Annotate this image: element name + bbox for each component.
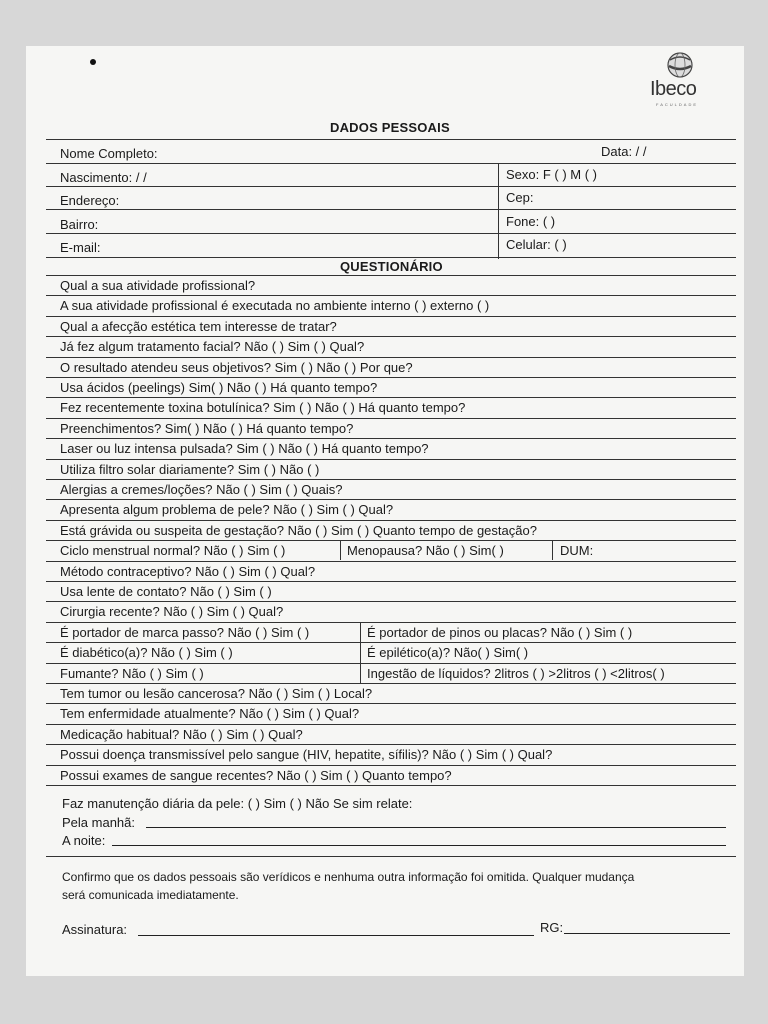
row-line	[46, 785, 736, 786]
questionario-title: QUESTIONÁRIO	[340, 259, 443, 274]
column-divider	[552, 540, 553, 560]
question-right[interactable]: Ingestão de líquidos? 2litros ( ) >2litros ( ) <2litros( )	[367, 665, 665, 681]
row-line	[46, 257, 736, 258]
row-line	[46, 520, 736, 521]
question-row[interactable]: Tem tumor ou lesão cancerosa? Não ( ) Sim ( ) Local?	[60, 686, 373, 701]
question-row[interactable]: Laser ou luz intensa pulsada? Sim ( ) Não ( ) Há quanto tempo?	[60, 441, 429, 457]
pela-manha-line[interactable]	[146, 827, 726, 828]
row-line	[46, 561, 736, 562]
row-line	[46, 438, 736, 439]
row-line	[46, 683, 736, 684]
row-line	[46, 233, 736, 234]
dados-pessoais-title: DADOS PESSOAIS	[330, 120, 450, 135]
a-noite-label: A noite:	[62, 833, 106, 848]
bairro-field[interactable]: Bairro:	[60, 217, 99, 232]
row-line	[46, 209, 736, 210]
question-right[interactable]: É epilético(a)? Não( ) Sim( )	[367, 645, 529, 661]
manutencao-question[interactable]: Faz manutenção diária da pele: ( ) Sim ( ) Não Se sim relate:	[62, 796, 413, 811]
rg-line[interactable]	[564, 933, 730, 934]
row-line	[46, 397, 736, 398]
sexo-field[interactable]: Sexo: F ( ) M ( )	[506, 167, 597, 182]
cep-field[interactable]: Cep:	[506, 190, 534, 205]
data-field[interactable]: Data: / /	[601, 144, 647, 159]
question-row[interactable]: Já fez algum tratamento facial? Não ( ) Sim ( ) Qual?	[60, 339, 365, 355]
question-right[interactable]: É portador de pinos ou placas? Não ( ) Sim ( )	[367, 624, 633, 640]
row-line	[46, 316, 736, 317]
celular-field[interactable]: Celular: ( )	[506, 237, 567, 252]
row-line	[46, 703, 736, 704]
question-row[interactable]: Tem enfermidade atualmente? Não ( ) Sim ( ) Qual?	[60, 706, 360, 722]
ink-dot	[90, 59, 96, 65]
row-line	[46, 336, 736, 337]
pela-manha-label: Pela manhã:	[62, 815, 135, 830]
question-row[interactable]: Medicação habitual? Não ( ) Sim ( ) Qual?	[60, 726, 303, 742]
row-line	[46, 540, 736, 541]
row-line	[46, 601, 736, 602]
column-divider	[498, 163, 499, 259]
nascimento-field[interactable]: Nascimento: / /	[60, 170, 147, 185]
question-row[interactable]: Qual a afecção estética tem interesse de tratar?	[60, 318, 337, 334]
question-row[interactable]: Possui exames de sangue recentes? Não ( ) Sim ( ) Quanto tempo?	[60, 767, 452, 783]
question-row[interactable]: Qual a sua atividade profissional?	[60, 278, 256, 293]
question-row[interactable]: A sua atividade profissional é executada no ambiente interno ( ) externo ( )	[60, 298, 490, 314]
question-row[interactable]: Usa ácidos (peelings) Sim( ) Não ( ) Há quanto tempo?	[60, 380, 378, 395]
row-line	[46, 744, 736, 745]
row-line	[46, 275, 736, 276]
assinatura-label: Assinatura:	[62, 922, 128, 937]
ibeco-logo	[646, 50, 716, 106]
row-line	[46, 186, 736, 187]
endereco-field[interactable]: Endereço:	[60, 193, 120, 208]
question-row[interactable]: Método contraceptivo? Não ( ) Sim ( ) Qual?	[60, 563, 316, 579]
row-line	[46, 459, 736, 460]
row-line	[46, 418, 736, 419]
question-row[interactable]: Apresenta algum problema de pele? Não ( ) Sim ( ) Qual?	[60, 502, 394, 518]
assinatura-line[interactable]	[138, 935, 534, 936]
row-line	[46, 765, 736, 766]
fone-field[interactable]: Fone: ( )	[506, 214, 556, 229]
row-line	[46, 295, 736, 296]
confirm-text-2: será comunicada imediatamente.	[62, 888, 239, 902]
row-line	[46, 663, 736, 664]
email-field[interactable]: E-mail:	[60, 240, 101, 255]
question-left[interactable]: É diabético(a)? Não ( ) Sim ( )	[60, 645, 233, 661]
question-left[interactable]: Fumante? Não ( ) Sim ( )	[60, 665, 204, 681]
column-divider	[360, 622, 361, 683]
logo-globe-icon	[660, 50, 700, 80]
rg-label: RG:	[540, 920, 564, 935]
question-row[interactable]: O resultado atendeu seus objetivos? Sim ( ) Não ( ) Por que?	[60, 359, 413, 375]
ciclo-menstrual-question[interactable]: Ciclo menstrual normal? Não ( ) Sim ( )	[60, 543, 286, 559]
menopausa-question[interactable]: Menopausa? Não ( ) Sim( )	[347, 543, 504, 559]
logo-brand-text: Ibeco	[650, 78, 697, 100]
row-line	[46, 642, 736, 643]
question-row[interactable]: Utiliza filtro solar diariamente? Sim ( ) Não ( )	[60, 461, 320, 477]
confirm-text-1: Confirmo que os dados pessoais são verídicos e nenhuma outra informação foi omitida. Qualquer mudança	[62, 870, 635, 884]
question-row[interactable]: Cirurgia recente? Não ( ) Sim ( ) Qual?	[60, 604, 284, 620]
dum-field[interactable]: DUM:	[560, 543, 594, 559]
row-line	[46, 163, 736, 164]
nome-field[interactable]: Nome Completo:	[60, 146, 158, 161]
row-line	[46, 581, 736, 582]
question-left[interactable]: É portador de marca passo? Não ( ) Sim ( )	[60, 624, 310, 640]
logo-subtext: FACULDADE	[656, 102, 699, 107]
row-line	[46, 856, 736, 857]
row-line	[46, 377, 736, 378]
row-line	[46, 357, 736, 358]
question-row[interactable]: Preenchimentos? Sim( ) Não ( ) Há quanto tempo?	[60, 420, 354, 436]
a-noite-line[interactable]	[112, 845, 726, 846]
row-line	[46, 499, 736, 500]
row-line	[46, 479, 736, 480]
column-divider	[340, 540, 341, 560]
question-row[interactable]: Usa lente de contato? Não ( ) Sim ( )	[60, 584, 272, 599]
row-line	[46, 622, 736, 623]
question-row[interactable]: Alergias a cremes/loções? Não ( ) Sim ( ) Quais?	[60, 482, 343, 497]
row-line	[46, 139, 736, 140]
question-row[interactable]: Está grávida ou suspeita de gestação? Não ( ) Sim ( ) Quanto tempo de gestação?	[60, 522, 537, 538]
form-paper	[26, 46, 744, 976]
question-row[interactable]: Possui doença transmissível pelo sangue (HIV, hepatite, sífilis)? Não ( ) Sim ( ) Qual?	[60, 747, 553, 763]
question-row[interactable]: Fez recentemente toxina botulínica? Sim ( ) Não ( ) Há quanto tempo?	[60, 400, 466, 416]
row-line	[46, 724, 736, 725]
